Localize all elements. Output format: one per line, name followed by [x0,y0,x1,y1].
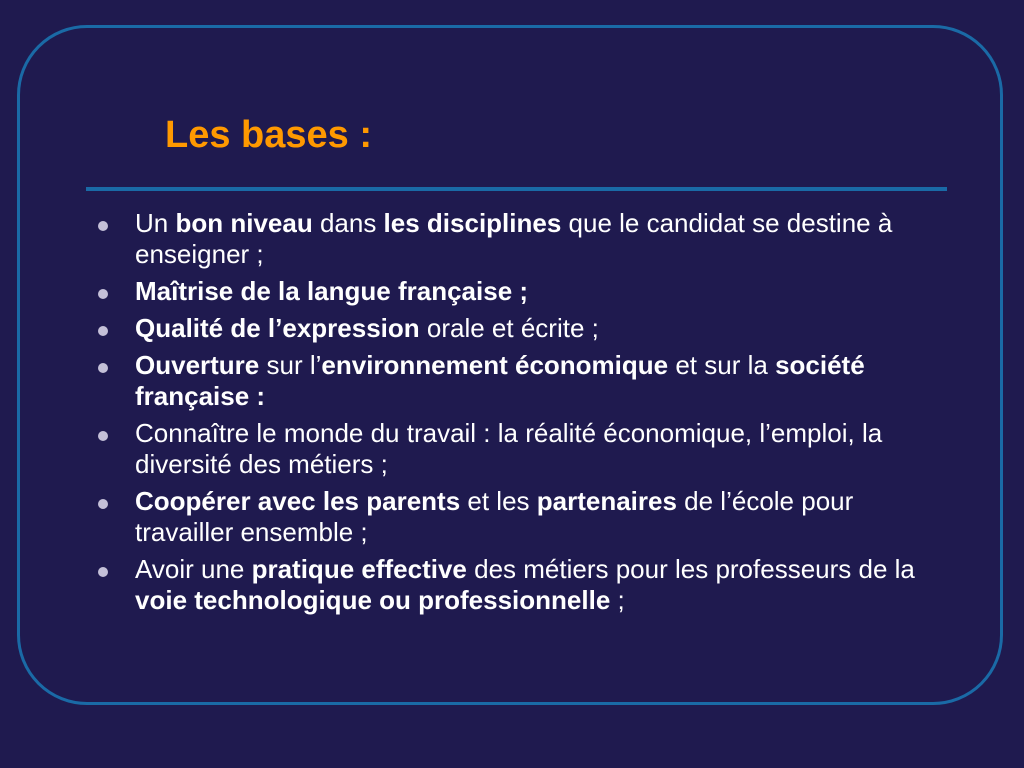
bullet-text: des métiers pour les professeurs de la [466,554,915,584]
bullet-text-bold: société française : [135,350,865,411]
bullet-text: Connaître le monde du travail : la réalité économique, l’emploi, la diversité des métiers ; [135,418,883,479]
bullet-text-bold: les disciplines [383,208,562,238]
bullet-item [97,554,937,616]
bullet-text-bold: Maîtrise de la langue française ; [135,276,529,306]
bullet-text-bold: Coopérer avec les parents [135,486,461,516]
bullet-text: que le candidat se destine à enseigner ; [135,208,893,269]
bullet-text-bold: voie technologique ou professionnelle [135,585,611,615]
bullet-text-bold: Ouverture [135,350,260,380]
bullet-dot-icon [98,221,108,231]
slide-title: Les bases : [165,114,372,156]
bullet-text-bold: Qualité de l’expression [135,313,420,343]
bullet-text: ; [610,585,625,615]
bullet-text: Un [135,208,176,238]
title-divider [86,187,947,191]
bullet-text-bold: partenaires [536,486,677,516]
bullet-item [97,313,937,344]
bullet-text-bold: pratique effective [251,554,467,584]
bullet-item [97,418,937,480]
bullet-text: de l’école pour travailler ensemble ; [135,486,854,547]
bullet-text: dans [312,208,384,238]
bullet-item [97,208,937,270]
bullet-item [97,350,937,412]
bullet-text: et les [460,486,537,516]
bullet-text: Avoir une [135,554,252,584]
bullet-dot-icon [98,363,108,373]
bullet-dot-icon [98,567,108,577]
bullet-text-bold: bon niveau [175,208,313,238]
bullet-text: sur l’ [259,350,322,380]
bullet-item [97,276,937,307]
bullet-text-bold: environnement économique [321,350,669,380]
bullet-dot-icon [98,326,108,336]
bullet-dot-icon [98,499,108,509]
bullet-text: et sur la [668,350,776,380]
bullet-dot-icon [98,431,108,441]
bullet-list [97,208,937,622]
bullet-item [97,486,937,548]
bullet-text: orale et écrite ; [419,313,599,343]
bullet-dot-icon [98,289,108,299]
